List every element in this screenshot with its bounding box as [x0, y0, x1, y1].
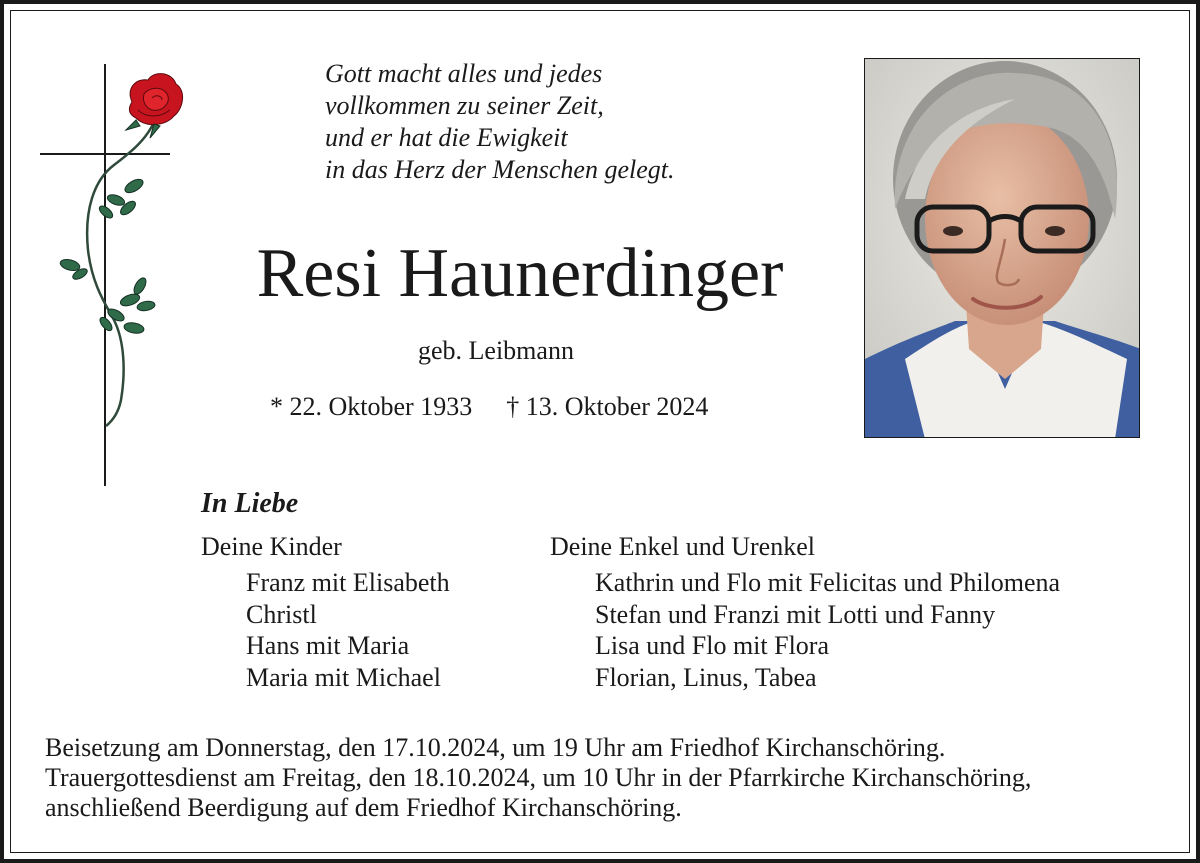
list-item: Kathrin und Flo mit Felicitas und Philomena — [595, 568, 1061, 597]
life-dates — [270, 392, 708, 422]
maiden-name: geb. Leibmann — [418, 336, 574, 365]
death-date: † 13. Oktober 2024 — [506, 392, 709, 421]
quote-line: vollkommen zu seiner Zeit, — [325, 91, 604, 120]
mourners-heading: In Liebe — [201, 488, 299, 519]
grandchildren-label: Deine Enkel und Urenkel — [550, 532, 815, 561]
list-item: Franz mit Elisabeth — [246, 568, 450, 597]
funeral-details — [45, 733, 1031, 823]
portrait-image — [865, 59, 1140, 438]
portrait-photo — [864, 58, 1140, 438]
grandchildren-list — [595, 567, 1060, 693]
burial-line: Beisetzung am Donnerstag, den 17.10.2024, um 19 Uhr am Friedhof Kirchanschöring. — [45, 733, 946, 762]
service-line: Trauergottesdienst am Freitag, den 18.10.2024, um 10 Uhr in der Pfarrkirche Kirchanschöring, — [45, 763, 1032, 792]
list-item: Maria mit Michael — [246, 662, 441, 692]
list-item: Stefan und Franzi mit Lotti und Fanny — [595, 599, 996, 629]
list-item: Lisa und Flo mit Flora — [595, 631, 829, 660]
list-item: Florian, Linus, Tabea — [595, 662, 817, 692]
quote-line: in das Herz der Menschen gelegt. — [325, 155, 675, 184]
list-item: Christl — [246, 599, 317, 629]
children-list — [246, 567, 450, 693]
quote-line: und er hat die Ewigkeit — [325, 123, 568, 152]
bible-quote — [325, 58, 674, 186]
funeral-line: anschließend Beerdigung auf dem Friedhof Kirchanschöring. — [45, 793, 682, 822]
list-item: Hans mit Maria — [246, 631, 410, 660]
quote-line: Gott macht alles und jedes — [325, 59, 603, 88]
deceased-name: Resi Haunerdinger — [256, 235, 784, 312]
birth-date: * 22. Oktober 1933 — [270, 392, 473, 421]
children-label: Deine Kinder — [201, 532, 342, 561]
